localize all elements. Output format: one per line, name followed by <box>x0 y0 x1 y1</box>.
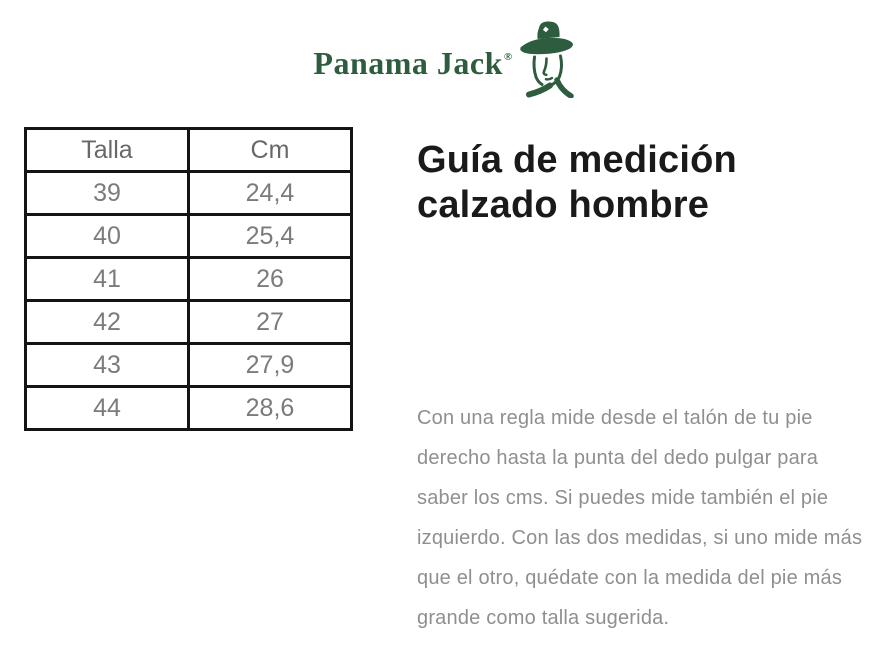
cm-value: 27 <box>189 301 352 344</box>
size-value: 40 <box>26 215 189 258</box>
brand-wordmark <box>313 45 512 82</box>
cm-value: 27,9 <box>189 344 352 387</box>
cm-value: 26 <box>189 258 352 301</box>
size-value: 39 <box>26 172 189 215</box>
size-value: 44 <box>26 387 189 430</box>
table-row <box>26 387 352 430</box>
measurement-instructions: Con una regla mide desde el talón de tu pie derecho hasta la punta del dedo pulgar para saber los cms. Si puedes mide también el pie izquierdo. Con las dos medidas, si uno mide más que el otro, quédate con la medida del pie más grande como talla sugerida. <box>417 407 863 629</box>
hat-face-icon <box>518 20 576 98</box>
column-header-cm: Cm <box>189 129 352 172</box>
cm-value: 28,6 <box>189 387 352 430</box>
brand-wordmark-text: Panama Jack <box>313 45 503 81</box>
panama-jack-logo <box>0 18 889 98</box>
column-header-talla: Talla <box>26 129 189 172</box>
registered-trademark-symbol: ® <box>503 51 513 63</box>
cm-value: 24,4 <box>189 172 352 215</box>
size-value: 41 <box>26 258 189 301</box>
table-row <box>26 258 352 301</box>
table-row <box>26 215 352 258</box>
page-title: Guía de medición calzado hombre <box>417 139 737 226</box>
table-row <box>26 344 352 387</box>
table-row <box>26 172 352 215</box>
table-header-row <box>26 129 352 172</box>
size-conversion-table <box>24 127 353 431</box>
size-value: 42 <box>26 301 189 344</box>
table-row <box>26 301 352 344</box>
size-value: 43 <box>26 344 189 387</box>
cm-value: 25,4 <box>189 215 352 258</box>
